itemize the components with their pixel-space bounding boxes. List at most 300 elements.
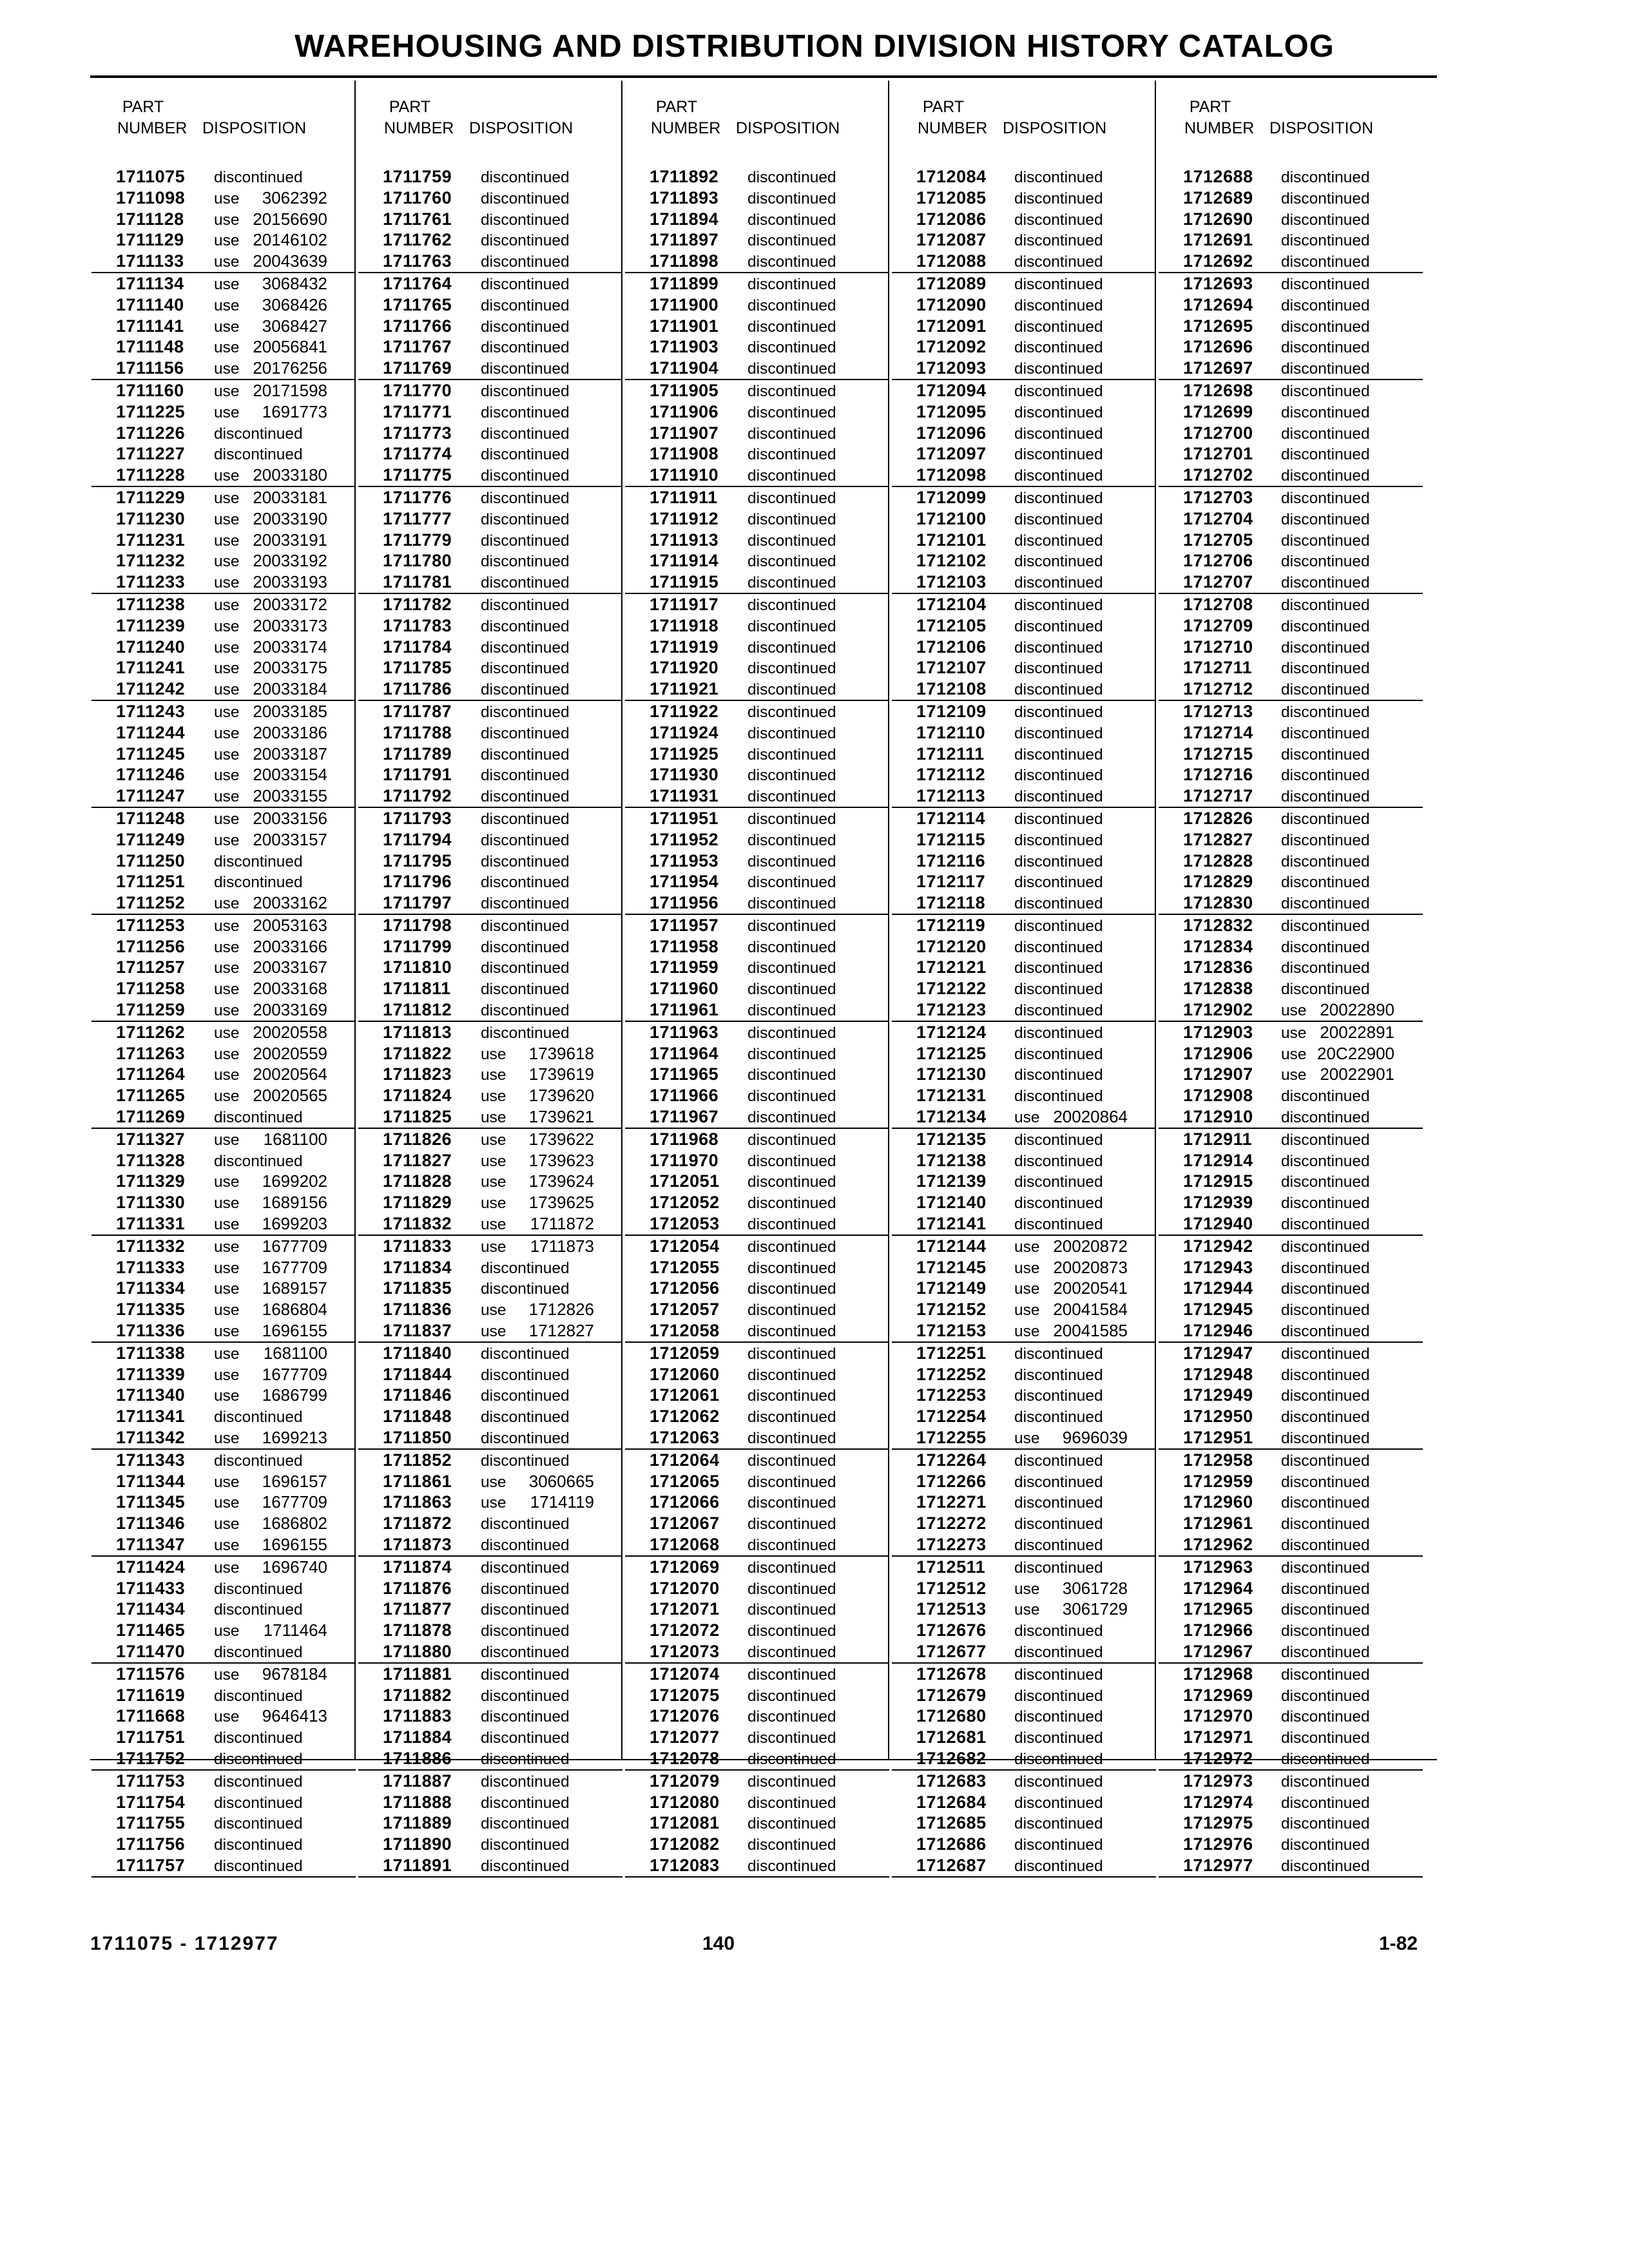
- disposition-use: use: [214, 1666, 240, 1684]
- disposition: discontinued: [747, 1559, 836, 1577]
- disposition-use: use: [214, 532, 240, 550]
- table-row: [92, 1129, 356, 1150]
- entry-group: [358, 1129, 622, 1236]
- table-row: [92, 829, 356, 850]
- disposition-use: use: [214, 1537, 240, 1554]
- table-row: [92, 1812, 356, 1834]
- part-number: 1712140: [916, 1193, 987, 1213]
- disposition: discontinued: [747, 874, 836, 892]
- disposition: discontinued: [481, 1708, 570, 1726]
- table-row: [92, 1022, 356, 1043]
- part-number: 1712112: [916, 765, 986, 785]
- disposition: discontinued: [214, 446, 303, 464]
- disposition: discontinued: [481, 211, 570, 229]
- disposition: discontinued: [1014, 532, 1103, 550]
- table-row: [358, 615, 622, 637]
- disposition: discontinued: [1014, 318, 1103, 336]
- part-number: 1711752: [116, 1748, 186, 1768]
- entry-group: [92, 1664, 356, 1771]
- replacement-part-number: 20033186: [253, 722, 327, 742]
- table-row: [625, 764, 889, 785]
- table-row: [92, 764, 356, 785]
- disposition: discontinued: [1014, 1066, 1103, 1084]
- disposition-use: use: [481, 1045, 506, 1063]
- part-number: 1712705: [1183, 530, 1253, 550]
- disposition: discontinued: [747, 1088, 836, 1106]
- part-number: 1711243: [116, 701, 186, 721]
- table-row: [92, 1855, 356, 1876]
- table-row: [358, 1641, 622, 1662]
- disposition: discontinued: [1281, 446, 1370, 464]
- disposition: [214, 1171, 327, 1193]
- disposition: discontinued: [1281, 1387, 1370, 1405]
- replacement-part-number: 20033193: [253, 572, 327, 592]
- table-row: [1159, 1450, 1423, 1471]
- disposition: discontinued: [747, 489, 836, 507]
- part-number: 1712511: [916, 1557, 986, 1577]
- disposition: discontinued: [481, 938, 570, 956]
- table-row: [358, 465, 622, 486]
- replacement-part-number: 20033187: [253, 744, 327, 764]
- part-number: 1711753: [116, 1771, 186, 1791]
- column-header: [892, 97, 1156, 166]
- entry-group: [358, 1771, 622, 1878]
- table-row: [92, 1257, 356, 1278]
- disposition: discontinued: [481, 1601, 570, 1619]
- disposition: discontinued: [747, 1857, 836, 1875]
- replacement-part-number: 20146102: [253, 230, 327, 250]
- table-row: [625, 1278, 889, 1299]
- part-number: 1711668: [116, 1706, 186, 1726]
- part-number: 1711764: [383, 273, 452, 293]
- table-row: [625, 594, 889, 615]
- table-row: [1159, 1236, 1423, 1257]
- part-number: 1711335: [116, 1300, 186, 1320]
- table-row: [92, 1343, 356, 1364]
- replacement-part-number: 1739618: [528, 1043, 594, 1063]
- disposition: discontinued: [747, 339, 836, 357]
- table-row: [1159, 808, 1423, 829]
- table-row: [1159, 1129, 1423, 1150]
- table-row: [92, 423, 356, 444]
- part-number: 1711259: [116, 1000, 186, 1020]
- disposition-use: use: [481, 1195, 506, 1213]
- disposition: [214, 380, 327, 403]
- disposition: [214, 572, 327, 594]
- part-number: 1712715: [1183, 744, 1253, 764]
- part-number: 1711900: [650, 294, 719, 314]
- part-number: 1711342: [116, 1428, 186, 1448]
- part-number: 1712067: [650, 1514, 720, 1533]
- part-number: 1711921: [650, 679, 719, 699]
- part-number: 1712695: [1183, 316, 1253, 336]
- disposition: discontinued: [481, 959, 570, 977]
- table-row: [892, 1771, 1156, 1792]
- entry-group: [1159, 1343, 1423, 1450]
- part-number: 1711918: [650, 615, 719, 635]
- entry-group: [358, 1022, 622, 1129]
- table-row: [625, 1106, 889, 1128]
- replacement-part-number: 1689157: [262, 1278, 327, 1298]
- table-row: [892, 1364, 1156, 1385]
- table-row: [358, 722, 622, 744]
- part-number: 1712114: [916, 808, 986, 828]
- table-row: [1159, 1257, 1423, 1278]
- header-part-label: PART: [389, 98, 431, 116]
- entry-group: [358, 701, 622, 808]
- disposition: discontinued: [1014, 1794, 1103, 1812]
- disposition: [214, 294, 327, 317]
- part-number: 1712963: [1183, 1557, 1253, 1577]
- part-number: 1712066: [650, 1492, 720, 1512]
- disposition: discontinued: [214, 852, 303, 870]
- table-row: [892, 1727, 1156, 1748]
- disposition: discontinued: [481, 510, 570, 528]
- disposition: discontinued: [747, 660, 836, 678]
- part-number: 1712682: [916, 1748, 987, 1768]
- table-row: [358, 1343, 622, 1364]
- disposition: discontinued: [481, 1559, 570, 1577]
- disposition: discontinued: [481, 1259, 570, 1277]
- table-row: [625, 1192, 889, 1213]
- table-row: [358, 166, 622, 187]
- table-row: [625, 850, 889, 872]
- disposition: discontinued: [1014, 1515, 1103, 1533]
- disposition: discontinued: [1281, 1152, 1370, 1170]
- disposition: discontinued: [1281, 1773, 1370, 1791]
- table-row: [1159, 1706, 1423, 1727]
- part-number: 1712053: [650, 1214, 720, 1234]
- table-row: [625, 1257, 889, 1278]
- table-row: [358, 1492, 622, 1513]
- disposition: discontinued: [214, 425, 303, 443]
- table-row: [625, 251, 889, 272]
- part-number: 1712974: [1183, 1792, 1253, 1812]
- table-row: [358, 850, 622, 872]
- part-number: 1711970: [650, 1150, 719, 1170]
- disposition: discontinued: [747, 681, 836, 699]
- disposition-use: use: [214, 788, 240, 806]
- disposition-use: use: [214, 232, 240, 250]
- table-row: [625, 637, 889, 658]
- table-row: [92, 1578, 356, 1599]
- disposition: discontinued: [1281, 1857, 1370, 1875]
- part-number: 1711244: [116, 722, 186, 742]
- part-number: 1712951: [1183, 1428, 1253, 1448]
- table-row: [92, 443, 356, 465]
- disposition: discontinued: [1014, 1152, 1103, 1170]
- entry-group: [892, 701, 1156, 808]
- part-number: 1712113: [916, 786, 986, 806]
- part-number: 1712680: [916, 1706, 987, 1726]
- disposition: discontinued: [747, 1708, 836, 1726]
- part-number: 1712255: [916, 1428, 987, 1448]
- replacement-part-number: 1677709: [262, 1364, 327, 1384]
- part-number: 1711861: [383, 1471, 452, 1491]
- disposition-use: use: [1014, 1601, 1040, 1619]
- part-number: 1711774: [383, 444, 452, 464]
- part-number: 1712090: [916, 294, 987, 314]
- table-row: [1159, 1043, 1423, 1064]
- disposition: [481, 1129, 594, 1151]
- part-number: 1711576: [116, 1664, 186, 1684]
- disposition: discontinued: [1014, 639, 1103, 657]
- replacement-part-number: 20020864: [1053, 1107, 1128, 1127]
- part-number: 1712964: [1183, 1578, 1253, 1598]
- disposition-use: use: [214, 211, 240, 229]
- disposition-use: use: [214, 510, 240, 528]
- part-number: 1711912: [650, 508, 719, 528]
- replacement-part-number: 1739620: [528, 1086, 594, 1106]
- part-number: 1712076: [650, 1706, 720, 1726]
- part-number: 1711877: [383, 1599, 452, 1619]
- table-row: [1159, 166, 1423, 187]
- disposition: discontinued: [1281, 745, 1370, 764]
- entry-group: [92, 1129, 356, 1236]
- part-number: 1711246: [116, 765, 186, 785]
- part-number: 1711954: [650, 872, 719, 892]
- table-row: [892, 336, 1156, 358]
- footer-page-number: 140: [702, 1933, 735, 1954]
- table-row: [892, 273, 1156, 294]
- catalog-column: [625, 97, 889, 1878]
- replacement-part-number: 1686799: [262, 1385, 327, 1405]
- table-row: [1159, 1727, 1423, 1748]
- part-number: 1711881: [383, 1664, 452, 1684]
- part-number: 1712092: [916, 337, 987, 357]
- disposition-use: use: [1014, 1430, 1040, 1448]
- table-row: [625, 1599, 889, 1620]
- table-row: [892, 1685, 1156, 1706]
- part-number: 1712251: [916, 1343, 987, 1363]
- disposition: discontinued: [1281, 959, 1370, 977]
- table-row: [1159, 1213, 1423, 1235]
- disposition: discontinued: [481, 895, 570, 913]
- part-number: 1711777: [383, 508, 452, 528]
- entry-group: [625, 487, 889, 594]
- part-number: 1711344: [116, 1471, 186, 1491]
- table-row: [892, 423, 1156, 444]
- entry-group: [1159, 701, 1423, 808]
- disposition: discontinued: [1281, 1559, 1370, 1577]
- replacement-part-number: 1691773: [262, 401, 327, 421]
- replacement-part-number: 1699213: [262, 1428, 327, 1448]
- part-number: 1712710: [1183, 637, 1253, 657]
- part-number: 1712065: [650, 1471, 720, 1491]
- part-number: 1711906: [650, 401, 719, 421]
- part-number: 1712940: [1183, 1214, 1253, 1234]
- table-row: [358, 744, 622, 765]
- disposition: [1014, 1299, 1128, 1321]
- table-row: [1159, 915, 1423, 936]
- disposition: [214, 487, 327, 510]
- disposition: discontinued: [747, 1773, 836, 1791]
- table-row: [92, 1557, 356, 1578]
- part-number: 1712152: [916, 1300, 987, 1320]
- disposition: discontinued: [1281, 275, 1370, 293]
- table-row: [92, 229, 356, 251]
- part-number: 1712707: [1183, 572, 1253, 592]
- table-row: [1159, 1022, 1423, 1043]
- table-row: [625, 1129, 889, 1150]
- disposition: discontinued: [1281, 1794, 1370, 1812]
- disposition: discontinued: [1014, 1024, 1103, 1042]
- part-number: 1712686: [916, 1834, 987, 1854]
- part-number: 1711228: [116, 465, 186, 485]
- part-number: 1711757: [116, 1855, 186, 1875]
- disposition-use: use: [214, 1002, 240, 1020]
- disposition: [214, 594, 327, 617]
- header-number-label: NUMBER: [117, 119, 188, 137]
- disposition: discontinued: [481, 1666, 570, 1684]
- part-number: 1712122: [916, 979, 987, 999]
- disposition: discontinued: [747, 1216, 836, 1234]
- disposition: discontinued: [1014, 745, 1103, 764]
- table-row: [358, 1385, 622, 1406]
- part-number: 1711231: [116, 530, 186, 550]
- table-row: [1159, 1641, 1423, 1662]
- part-number: 1712080: [650, 1792, 720, 1812]
- table-row: [625, 294, 889, 316]
- disposition: [1281, 1064, 1394, 1086]
- table-row: [92, 166, 356, 187]
- table-row: [892, 915, 1156, 936]
- disposition: discontinued: [1281, 917, 1370, 935]
- replacement-part-number: 9678184: [262, 1664, 327, 1684]
- entry-group: [358, 1343, 622, 1450]
- part-number: 1712830: [1183, 893, 1253, 913]
- part-number: 1711822: [383, 1043, 452, 1063]
- table-row: [358, 1534, 622, 1555]
- table-row: [92, 1106, 356, 1128]
- disposition: [214, 1513, 327, 1535]
- disposition: discontinued: [747, 1238, 836, 1256]
- part-number: 1711901: [650, 316, 719, 336]
- table-row: [625, 1043, 889, 1064]
- disposition: discontinued: [481, 831, 570, 849]
- disposition-use: use: [214, 1066, 240, 1084]
- part-number: 1711889: [383, 1813, 452, 1833]
- part-number: 1711828: [383, 1171, 452, 1191]
- table-row: [892, 1706, 1156, 1727]
- disposition: discontinued: [747, 382, 836, 400]
- disposition-use: use: [214, 1559, 240, 1577]
- part-number: 1711252: [116, 893, 186, 913]
- disposition-use: use: [1281, 1024, 1307, 1042]
- part-number: 1711333: [116, 1257, 186, 1277]
- replacement-part-number: 20020873: [1053, 1257, 1128, 1277]
- disposition-use: use: [1281, 1066, 1307, 1084]
- table-row: [92, 336, 356, 358]
- table-row: [892, 1620, 1156, 1641]
- entry-group: [358, 487, 622, 594]
- disposition: discontinued: [1281, 660, 1370, 678]
- part-number: 1711905: [650, 380, 719, 400]
- entry-group: [625, 1771, 889, 1878]
- part-number: 1711329: [116, 1171, 186, 1191]
- disposition: [214, 1664, 327, 1686]
- part-number: 1711840: [383, 1343, 452, 1363]
- table-row: [625, 487, 889, 508]
- disposition-use: use: [214, 1173, 240, 1191]
- part-number: 1711346: [116, 1514, 186, 1533]
- table-row: [625, 1513, 889, 1534]
- table-row: [358, 701, 622, 722]
- disposition: [214, 1213, 327, 1236]
- disposition: discontinued: [481, 745, 570, 764]
- entry-group: [892, 594, 1156, 701]
- header-part-label: PART: [122, 98, 164, 116]
- header-disposition-label: DISPOSITION: [1269, 119, 1374, 137]
- entry-group: [892, 808, 1156, 915]
- disposition: discontinued: [747, 1002, 836, 1020]
- replacement-part-number: 1739621: [528, 1107, 594, 1127]
- disposition: [481, 1064, 594, 1086]
- part-number: 1711759: [383, 167, 452, 186]
- entry-group: [625, 273, 889, 380]
- table-row: [625, 1427, 889, 1448]
- disposition-use: use: [1014, 1323, 1040, 1341]
- table-row: [625, 443, 889, 465]
- part-number: 1711791: [383, 765, 452, 785]
- table-row: [892, 1855, 1156, 1876]
- entry-group: [1159, 1557, 1423, 1664]
- part-number: 1712832: [1183, 915, 1253, 935]
- disposition-use: use: [214, 403, 240, 421]
- disposition: discontinued: [481, 1024, 570, 1042]
- disposition: discontinued: [747, 169, 836, 186]
- table-row: [892, 251, 1156, 272]
- disposition: discontinued: [1281, 1601, 1370, 1619]
- disposition: [214, 957, 327, 979]
- part-number: 1711813: [383, 1022, 452, 1042]
- disposition: discontinued: [1281, 211, 1370, 229]
- part-number: 1712683: [916, 1771, 987, 1791]
- entry-group: [92, 1022, 356, 1129]
- disposition: discontinued: [481, 1408, 570, 1427]
- table-row: [92, 508, 356, 530]
- part-number: 1711134: [116, 273, 184, 293]
- entry-group: [892, 915, 1156, 1022]
- entry-group: [92, 1450, 356, 1557]
- table-row: [92, 1664, 356, 1685]
- disposition: discontinued: [747, 1024, 836, 1042]
- disposition: discontinued: [747, 1259, 836, 1277]
- entry-group: [358, 273, 622, 380]
- table-row: [1159, 1343, 1423, 1364]
- disposition: discontinued: [1014, 467, 1103, 485]
- replacement-part-number: 3068432: [262, 273, 327, 293]
- disposition: discontinued: [747, 1387, 836, 1405]
- part-number: 1712077: [650, 1727, 720, 1747]
- part-number: 1711341: [116, 1407, 186, 1427]
- disposition: [1281, 1022, 1394, 1044]
- part-number: 1712973: [1183, 1771, 1253, 1791]
- part-number: 1712091: [916, 316, 987, 336]
- part-number: 1711872: [383, 1514, 452, 1533]
- table-row: [92, 465, 356, 486]
- part-number: 1711141: [116, 316, 184, 336]
- part-number: 1711878: [383, 1620, 452, 1640]
- table-row: [92, 1641, 356, 1662]
- table-row: [92, 1727, 356, 1748]
- part-number: 1711884: [383, 1727, 452, 1747]
- table-row: [1159, 615, 1423, 637]
- part-number: 1712153: [916, 1321, 987, 1341]
- table-row: [1159, 1771, 1423, 1792]
- table-row: [892, 1129, 1156, 1150]
- table-row: [1159, 550, 1423, 572]
